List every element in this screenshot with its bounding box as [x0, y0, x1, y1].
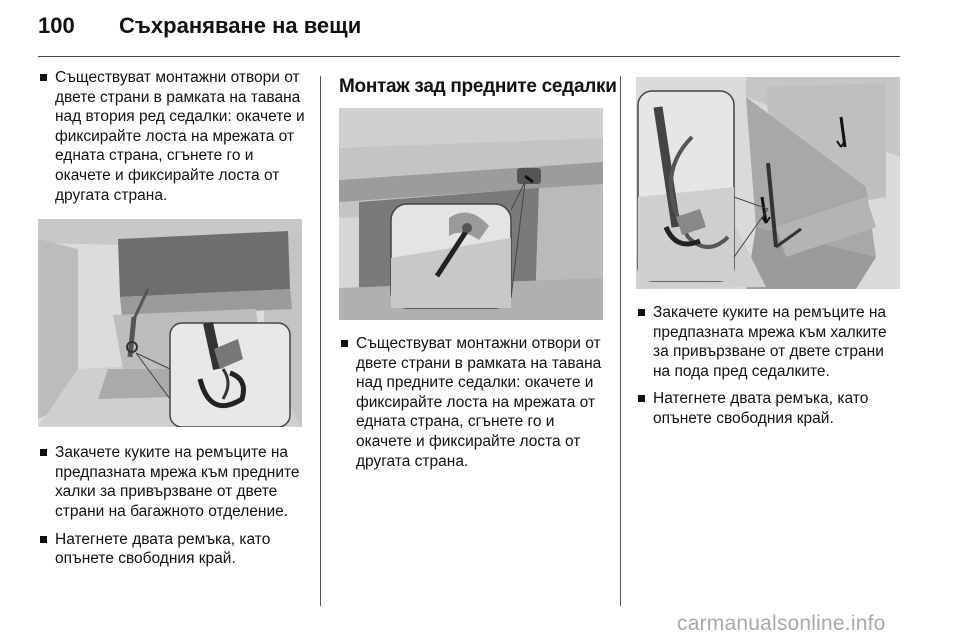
bullet-text: Натегнете двата ремъка, като опънете свободния край.	[55, 530, 271, 568]
column-1	[38, 68, 306, 577]
column-2	[339, 68, 617, 479]
bullet-item	[38, 530, 306, 569]
page-number: 100	[38, 13, 75, 38]
page-title: Съхраняване на вещи	[119, 13, 362, 38]
column-divider	[320, 76, 321, 606]
illustration-cargo-net-rear	[38, 219, 302, 427]
bullet-item	[339, 334, 607, 471]
bullet-marker-icon	[638, 309, 645, 316]
bullet-text: Съществуват монтажни отвори от двете страни в рамката на тавана над втория ред седалки: окачете и фиксирайте лоста на мрежата от едната страна, сгънете го и окачете и фиксирайте лоста от другата страна.	[55, 69, 305, 204]
bullet-text: Закачете куките на ремъците на предпазната мрежа към халките за привързване от двете страни на пода пред седалките.	[653, 304, 887, 380]
illustration-roof-mount	[339, 108, 603, 320]
bullet-marker-icon	[40, 449, 47, 456]
bullet-text: Закачете куките на ремъците на предпазната мрежа към предните халки за привързване от двете страни на багажното отделение.	[55, 444, 300, 520]
bullet-item	[636, 303, 904, 381]
header-rule	[38, 56, 900, 57]
column-divider	[620, 76, 621, 606]
section-heading: Монтаж зад предните седалки	[339, 76, 617, 97]
illustration-front-seat-straps	[636, 77, 900, 289]
watermark: carmanualsonline.info	[677, 612, 886, 635]
column-3	[636, 68, 904, 437]
bullet-marker-icon	[40, 536, 47, 543]
bullet-marker-icon	[341, 340, 348, 347]
bullet-text: Съществуват монтажни отвори от двете страни в рамката на тавана над предните седалки: окачете и фиксирайте лоста на мрежата от едната страна, сгънете го и окачете и фиксирайте лоста от другата страна.	[356, 335, 602, 470]
bullet-item	[38, 443, 306, 521]
bullet-item	[636, 389, 904, 428]
bullet-marker-icon	[40, 74, 47, 81]
bullet-item	[38, 68, 306, 205]
bullet-text: Натегнете двата ремъка, като опънете свободния край.	[653, 390, 869, 427]
bullet-marker-icon	[638, 395, 645, 402]
